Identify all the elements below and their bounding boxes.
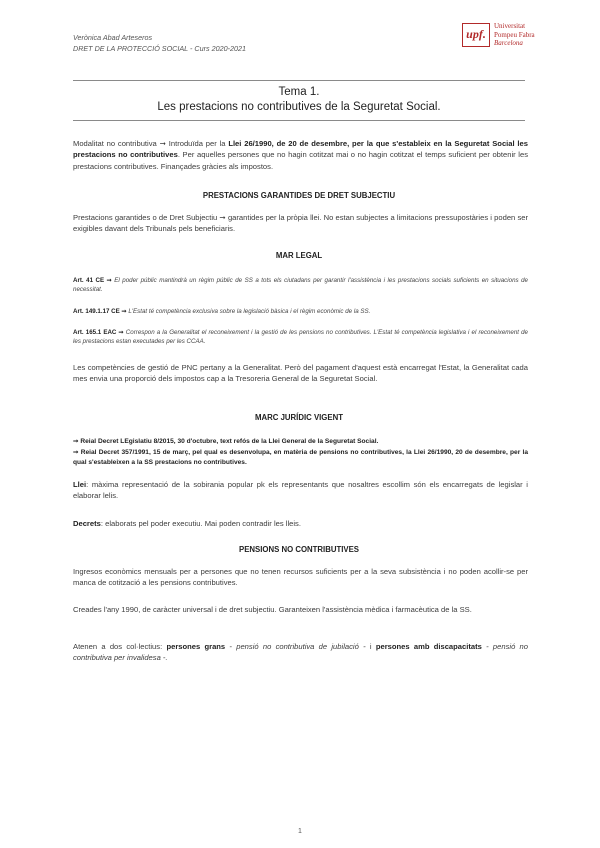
page-title: [73, 85, 525, 115]
s4-paragraph-3: Atenen a dos col·lectius: persones grans - pensió no contributiva de jubilació - i persones amb discapacitats - pensió no contributiva per invalidesa -.: [73, 642, 528, 663]
s1-paragraph: Prestacions garantides o de Dret Subjectiu ➞ garantides per la pròpia llei. No estan subjectes a limitacions pressupostàries i poden ser exigibles davant dels Tribunals pels beneficiaris.: [73, 213, 528, 234]
s4-paragraph-2: Creades l'any 1990, de caràcter universal i de dret subjectiu. Garanteixen l'assistència mèdica i farmacèutica de la SS.: [73, 605, 472, 614]
decrets-definition: Decrets: elaborats pel poder executiu. Mai poden contradir les lleis.: [73, 519, 301, 528]
article-41-ce: Art. 41 CE ➞ El poder públic mantindrà un règim públic de SS a tots els ciutadans per garantir l'assistència i les prestacions socials suficients en situacions de necessitat.: [73, 277, 529, 294]
logo-line-3: Barcelona: [494, 39, 523, 47]
title-rule-bottom: [73, 120, 525, 121]
header-author: Verònica Abad Arteseros: [73, 33, 153, 42]
article-149-ce: Art. 149.1.17 CE ➞ L'Estat té competència exclusiva sobre la legislació bàsica i el règim econòmic de la SS.: [73, 308, 371, 315]
law-rdl-8-2015: ➞ Reial Decret LEgislatiu 8/2015, 30 d'octubre, text refós de la Llei General de la Seguretat Social.: [73, 438, 379, 445]
upf-logo: [462, 22, 535, 48]
law-rd-357-1991: ➞ Reial Decret 357/1991, 15 de març, pel qual es desenvolupa, en matèria de pensions no contributives, la Llei 26/1990, 20 de desembre, per la qual s'estableixen a la SS prestacions no contributives.: [73, 449, 528, 466]
title-rule-top: [73, 80, 525, 81]
s2-paragraph: Les competències de gestió de PNC pertany a la Generalitat. Però del pagament d'aquest està encarregat l'Estat, la Generalitat cada mes envia una proporció dels impostos cap a la Tresoreria General de la Seguretat Social.: [73, 363, 528, 384]
logo-line-2: Pompeu Fabra: [494, 30, 535, 39]
llei-definition: Llei: màxima representació de la sobirania popular pk els representants que nosaltres escollim són els encarregats de legislar i elaborar lelis.: [73, 480, 528, 501]
heading-pensions-no-contributives: PENSIONS NO CONTRIBUTIVES: [239, 545, 359, 554]
logo-line-1: Universitat: [494, 22, 526, 30]
intro-paragraph: Modalitat no contributiva ➞ Introduïda per la Llei 26/1990, de 20 de desembre, per la que s'estableix en la Seguretat Social les prestacions no contributives. Per aquelles persones que no hagin cotitzat mai o no hagin cotitzat el temps suficient per obtenir les prestacions contributives. Finançades gràcies als impostos.: [73, 139, 529, 171]
title-line-2: Les prestacions no contributives de la Seguretat Social.: [157, 101, 441, 113]
article-165-eac: Art. 165.1 EAC ➞ Correspon a la Generalitat el reconeixement i la gestió de les pensions no contributives. L'Estat té competència legislativa i el reconeixement de les prestacions estan executades per les CCAA.: [73, 329, 529, 346]
page-number: 1: [298, 828, 302, 835]
heading-prestacions-garantides: PRESTACIONS GARANTIDES DE DRET SUBJECTIU: [202, 191, 396, 200]
header-course: DRET DE LA PROTECCIÓ SOCIAL - Curs 2020-2021: [73, 44, 246, 53]
logo-text: [494, 22, 535, 48]
logo-mark: upf.: [462, 23, 490, 47]
title-line-1: Tema 1.: [278, 86, 320, 98]
heading-marc-juridic: MARC JURÍDIC VIGENT: [255, 413, 343, 422]
s4-paragraph-1: Ingresos econòmics mensuals per a persones que no tenen recursos suficients per a la seva subsistència i no poden acollir-se per manca de cotització a les pensions contributives.: [73, 567, 528, 588]
heading-mar-legal: MAR LEGAL: [275, 251, 323, 260]
